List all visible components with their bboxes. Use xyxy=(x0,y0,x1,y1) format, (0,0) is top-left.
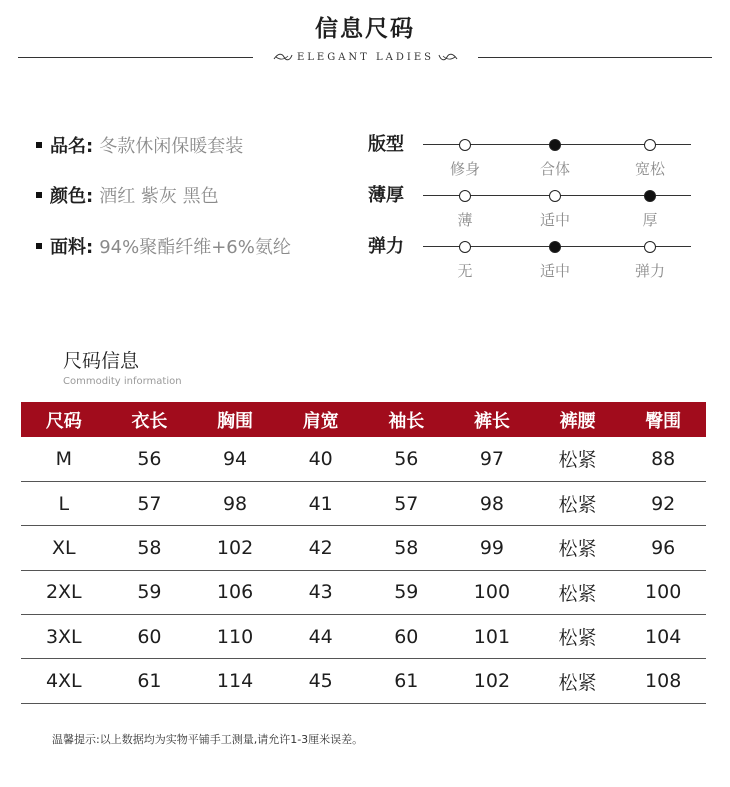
column-header: 衣长 xyxy=(107,402,193,437)
table-cell: 56 xyxy=(107,437,193,481)
scale-dot xyxy=(644,190,656,202)
scale-dot xyxy=(549,241,561,253)
scale-option: 厚 xyxy=(642,211,658,229)
table-cell: 45 xyxy=(278,659,364,703)
info-row-color xyxy=(36,182,219,208)
table-cell: 松紧 xyxy=(535,481,621,525)
bullet-icon xyxy=(36,192,42,198)
column-header: 袖长 xyxy=(364,402,450,437)
table-cell: 92 xyxy=(620,481,706,525)
header-divider-left xyxy=(18,57,253,58)
info-label: 面料: xyxy=(50,237,94,258)
scale-option: 薄 xyxy=(457,211,473,229)
table-cell: 98 xyxy=(449,481,535,525)
scale-option: 合体 xyxy=(539,160,570,178)
table-cell: 57 xyxy=(364,481,450,525)
table-cell: 61 xyxy=(107,659,193,703)
table-cell: 88 xyxy=(620,437,706,481)
table-cell: 43 xyxy=(278,570,364,614)
size-table xyxy=(21,402,706,704)
footnote: 温馨提示:以上数据均为实物平铺手工测量,请允许1-3厘米误差。 xyxy=(52,733,364,746)
table-cell: 61 xyxy=(364,659,450,703)
flourish-right-icon xyxy=(437,51,459,63)
bullet-icon xyxy=(36,243,42,249)
table-cell: 104 xyxy=(620,615,706,659)
table-cell: L xyxy=(21,481,107,525)
scale-dot xyxy=(459,139,471,151)
scale-option: 无 xyxy=(457,262,473,280)
table-cell: 94 xyxy=(192,437,278,481)
table-cell: XL xyxy=(21,526,107,570)
info-value: 酒红 紫灰 黑色 xyxy=(99,186,219,207)
column-header: 尺码 xyxy=(21,402,107,437)
scale-option: 适中 xyxy=(539,211,570,229)
table-cell: 42 xyxy=(278,526,364,570)
table-cell: 4XL xyxy=(21,659,107,703)
table-cell: 108 xyxy=(620,659,706,703)
table-cell: 114 xyxy=(192,659,278,703)
info-value: 94%聚酯纤维+6%氨纶 xyxy=(99,237,291,258)
table-cell: 58 xyxy=(364,526,450,570)
table-cell: 57 xyxy=(107,481,193,525)
table-header-row xyxy=(21,402,706,437)
table-cell: 59 xyxy=(364,570,450,614)
scale-thickness xyxy=(368,185,698,235)
table-cell: 110 xyxy=(192,615,278,659)
column-header: 肩宽 xyxy=(278,402,364,437)
table-cell: 3XL xyxy=(21,615,107,659)
scale-label: 弹力 xyxy=(368,236,404,257)
table-cell: 96 xyxy=(620,526,706,570)
size-section-subtitle: Commodity information xyxy=(63,376,182,387)
page-title: 信息尺码 xyxy=(315,15,415,42)
info-row-fabric xyxy=(36,233,291,259)
scale-fit xyxy=(368,134,698,184)
table-cell: 40 xyxy=(278,437,364,481)
scale-option: 宽松 xyxy=(634,160,665,178)
scale-label: 薄厚 xyxy=(368,185,404,206)
table-row xyxy=(21,437,706,481)
header-subtitle: ELEGANT LADIES xyxy=(296,51,435,63)
column-header: 裤长 xyxy=(449,402,535,437)
scale-option: 弹力 xyxy=(634,262,665,280)
flourish-left-icon xyxy=(272,51,294,63)
scale-label: 版型 xyxy=(368,134,404,155)
table-cell: 102 xyxy=(192,526,278,570)
table-cell: 59 xyxy=(107,570,193,614)
table-cell: 松紧 xyxy=(535,659,621,703)
table-cell: 101 xyxy=(449,615,535,659)
table-cell: 100 xyxy=(620,570,706,614)
column-header: 臀围 xyxy=(620,402,706,437)
table-cell: 60 xyxy=(107,615,193,659)
table-cell: M xyxy=(21,437,107,481)
table-cell: 41 xyxy=(278,481,364,525)
scale-elasticity xyxy=(368,236,698,286)
table-row xyxy=(21,570,706,614)
header-subtitle-group xyxy=(258,49,473,65)
table-cell: 98 xyxy=(192,481,278,525)
scale-dot xyxy=(549,190,561,202)
scale-dot xyxy=(459,190,471,202)
table-cell: 松紧 xyxy=(535,570,621,614)
column-header: 裤腰 xyxy=(535,402,621,437)
info-value: 冬款休闲保暖套装 xyxy=(99,136,244,157)
table-cell: 56 xyxy=(364,437,450,481)
scale-dot xyxy=(459,241,471,253)
table-cell: 99 xyxy=(449,526,535,570)
table-row xyxy=(21,526,706,570)
table-row xyxy=(21,659,706,703)
info-label: 品名: xyxy=(50,136,94,157)
info-label: 颜色: xyxy=(50,186,94,207)
table-cell: 松紧 xyxy=(535,526,621,570)
scale-dot xyxy=(549,139,561,151)
size-section-title: 尺码信息 xyxy=(63,350,140,372)
table-cell: 100 xyxy=(449,570,535,614)
table-row xyxy=(21,481,706,525)
header-divider-right xyxy=(478,57,712,58)
table-cell: 松紧 xyxy=(535,437,621,481)
table-cell: 97 xyxy=(449,437,535,481)
table-cell: 102 xyxy=(449,659,535,703)
table-row xyxy=(21,615,706,659)
scale-option: 适中 xyxy=(539,262,570,280)
table-cell: 58 xyxy=(107,526,193,570)
table-cell: 60 xyxy=(364,615,450,659)
scale-dot xyxy=(644,241,656,253)
table-cell: 松紧 xyxy=(535,615,621,659)
bullet-icon xyxy=(36,142,42,148)
table-cell: 2XL xyxy=(21,570,107,614)
info-row-name xyxy=(36,132,243,158)
scale-option: 修身 xyxy=(449,160,480,178)
scale-dot xyxy=(644,139,656,151)
table-cell: 44 xyxy=(278,615,364,659)
table-cell: 106 xyxy=(192,570,278,614)
column-header: 胸围 xyxy=(192,402,278,437)
